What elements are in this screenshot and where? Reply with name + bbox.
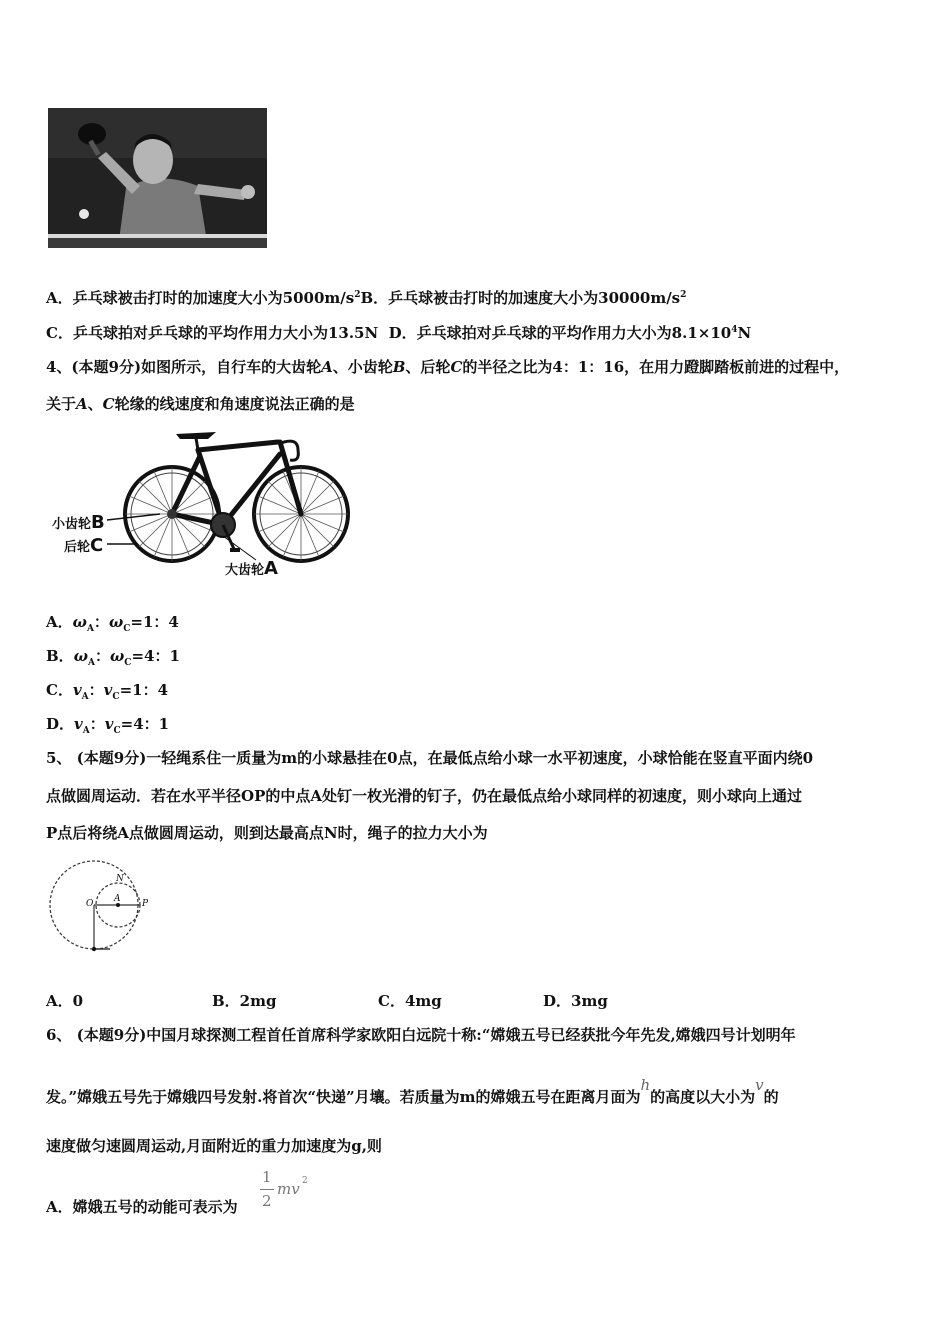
q3-option-b: B．乒乓球被击打时的加速度大小为$30000m/s^2$: [360, 289, 687, 307]
q3-option-d: D．乒乓球拍对乒乓球的平均作用力大小为$8.1\times 10^4N$: [388, 324, 752, 342]
q6-stem-line1: 6、 (本题9分)中国月球探测工程首任首席科学家欧阳白远院十称:“嫦娥五号已经获批今年先发,嫦娥四号计划明年: [46, 1026, 796, 1044]
q6-option-a: A．嫦娥五号的动能可表示为: [46, 1198, 238, 1216]
bicycle-label-small-gear: 小齿轮B: [52, 512, 105, 533]
q3-option-a: A．乒乓球被击打时的加速度大小为$5000m/s^2B$．乒乓球被击打时的加速度大小为$30000m/s^2$: [46, 289, 687, 307]
q5-option-a: A．0: [46, 992, 84, 1010]
formula-exponent: 2: [302, 1176, 308, 1186]
diagram-label-a: A: [114, 894, 121, 904]
q6-stem-line2: 发。”嫦娥五号先于嫦娥四号发射.将首次“快递”月壤。若质量为m的嫦娥五号在距离月面为h的高度以大小为v的: [46, 1076, 779, 1106]
q5-option-d: D．3mg: [543, 992, 608, 1010]
circle-diagram: [48, 858, 158, 954]
kinetic-energy-formula: [260, 1168, 320, 1216]
q3-option-c: C．乒乓球拍对乒乓球的平均作用力大小为13.5N D．乒乓球拍对乒乓球的平均作用力大小为$8.1\times 10^4N$: [46, 324, 752, 342]
bicycle-label-rear-wheel: 后轮C: [64, 535, 104, 556]
q5-stem-line1: 5、 (本题9分)一轻绳系住一质量为m的小球悬挂在0点，在最低点给小球一水平初速度，小球恰能在竖直平面内绕0: [46, 749, 814, 767]
fraction-numerator: 1: [262, 1168, 272, 1186]
q4-stem-line2: 关于A、C轮缘的线速度和角速度说法正确的是: [46, 395, 355, 413]
q5-stem-line2: 点做圆周运动．若在水平半径OP的中点A处钉一枚光滑的钉子，仍在最低点给小球同样的初速度，则小球向上通过: [46, 787, 802, 805]
q4-option-b: B．$\omega_A$：$\omega_C=4$：1: [46, 647, 180, 668]
q4-option-a: A．$\omega_A$：$\omega_C=1$：4: [46, 613, 179, 634]
diagram-label-n: N: [116, 874, 124, 884]
fraction-denominator: 2: [262, 1192, 272, 1210]
bicycle-label-big-gear: 大齿轮A: [225, 558, 278, 579]
q5-option-c: C．4mg: [378, 992, 442, 1010]
fraction-bar: [260, 1189, 274, 1190]
q6-stem-line3: 速度做匀速圆周运动,月面附近的重力加速度为g,则: [46, 1137, 382, 1155]
diagram-label-o: O: [86, 899, 94, 909]
q4-option-d: D．$v_A$：$v_C=4$：1: [46, 715, 170, 736]
formula-mv: mv: [277, 1180, 300, 1198]
q4-option-c: C．$v_A$：$v_C=1$：4: [46, 681, 169, 702]
bicycle-figure: [48, 428, 353, 580]
q5-option-b: B．2mg: [212, 992, 277, 1010]
table-tennis-photo: [48, 108, 267, 248]
q5-stem-line3: P点后将绕A点做圆周运动，则到达最高点N时，绳子的拉力大小为: [46, 824, 488, 842]
diagram-label-p: P: [142, 899, 149, 909]
q4-stem-line1: 4、(本题9分)如图所示，自行车的大齿轮A、小齿轮B、后轮C的半径之比为4：1：16，在用力蹬脚踏板前进的过程中，: [46, 358, 850, 376]
